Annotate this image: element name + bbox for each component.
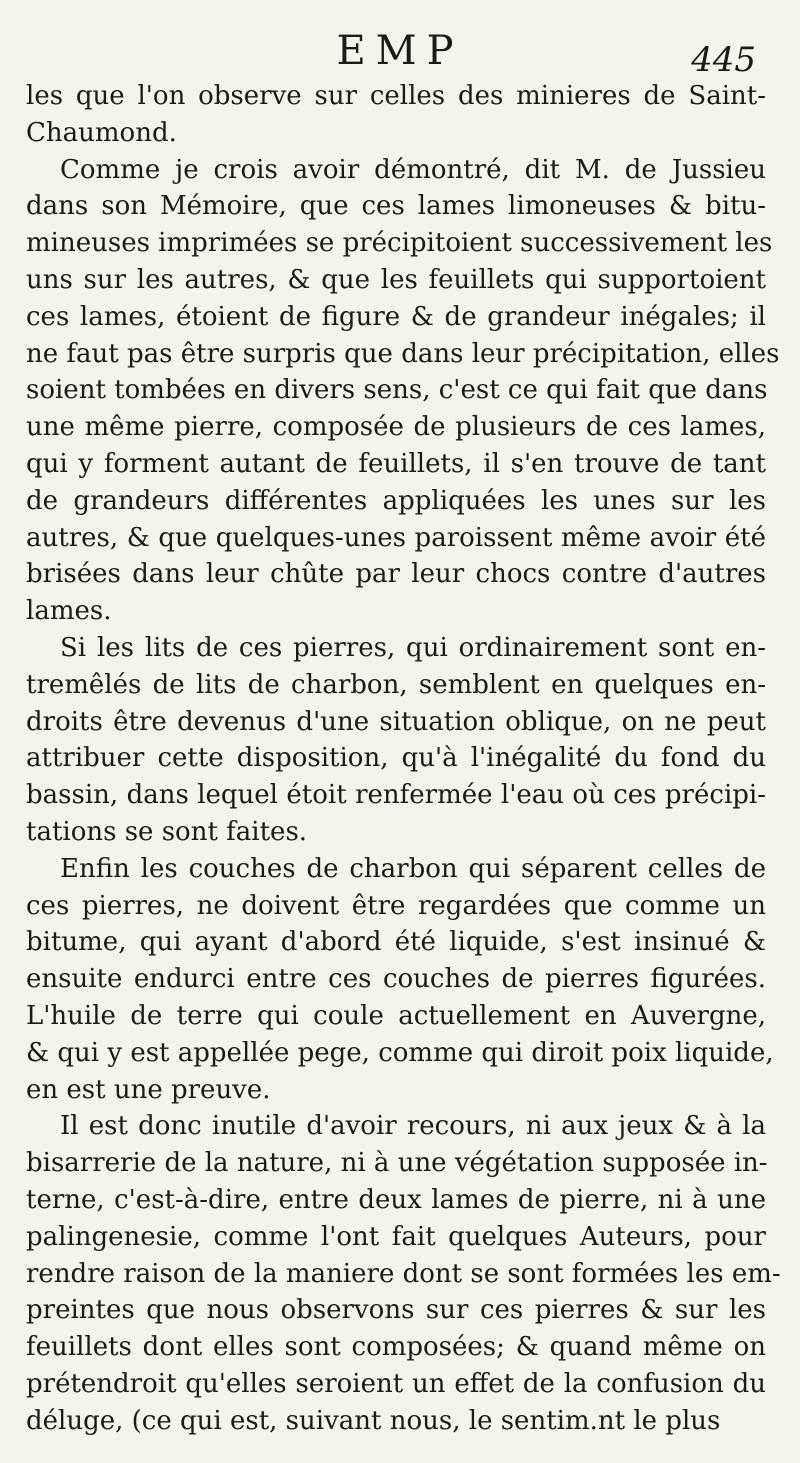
text-line: une même pierre, composée de plusieurs de ces lames, — [26, 412, 766, 443]
text-line: Enfin les couches de charbon qui séparent celles de — [60, 853, 766, 884]
running-head: EMP — [336, 28, 464, 74]
paragraph — [26, 1108, 781, 1439]
text-line: ne faut pas être surpris que dans leur précipitation, elles — [26, 338, 780, 369]
text-line: bisarrerie de la nature, ni à une végétation supposée in- — [26, 1148, 768, 1179]
text-line: tremêlés de lits de charbon, semblent en quelques en- — [26, 669, 766, 700]
text-line: feuillets dont elles sont composées; & quand même on — [26, 1332, 766, 1363]
paragraph — [26, 152, 780, 630]
text-line: soient tombées en divers sens, c'est ce qui fait que dans — [26, 375, 768, 406]
text-line: uns sur les autres, & que les feuillets qui supportoient — [26, 264, 766, 295]
text-line: déluge, (ce qui est, suivant nous, le sentim.nt le plus — [26, 1405, 721, 1436]
text-line: terne, c'est-à-dire, entre deux lames de pierre, ni à une — [26, 1184, 766, 1215]
text-line: bitume, qui ayant d'abord été liquide, s'est insinué & — [26, 927, 766, 958]
text-line: Si les lits de ces pierres, qui ordinairement sont en- — [60, 632, 766, 663]
text-line: prétendroit qu'elles seroient un effet de la confusion du — [26, 1368, 766, 1399]
paragraph — [26, 851, 774, 1109]
text-line: droits être devenus d'une situation oblique, on ne peut — [26, 706, 766, 737]
text-line: bassin, dans lequel étoit renfermée l'eau où ces précipi- — [26, 780, 766, 811]
text-line: palingenesie, comme l'ont fait quelques Auteurs, pour — [26, 1221, 766, 1252]
page-number: 445 — [691, 40, 756, 80]
text-line: ensuite endurci entre ces couches de pierres figurées. — [26, 964, 766, 995]
text-line: de grandeurs différentes appliquées les unes sur les — [26, 485, 766, 516]
text-line: preintes que nous observons sur ces pierres & sur les — [26, 1295, 766, 1326]
text-line: lames. — [26, 596, 112, 627]
text-line: autres, & que quelques-unes paroissent même avoir été — [26, 522, 766, 553]
text-line: les que l'on observe sur celles des minieres de Saint- — [26, 81, 766, 111]
text-line: Il est donc inutile d'avoir recours, ni aux jeux & à la — [60, 1111, 766, 1142]
text-line: Comme je crois avoir démontré, dit M. de Jussieu — [60, 154, 766, 185]
text-line: attribuer cette disposition, qu'à l'inégalité du fond du — [26, 743, 766, 774]
text-line: & qui y est appellée pege, comme qui diroit poix liquide, — [26, 1037, 774, 1068]
text-line: L'huile de terre qui coule actuellement en Auvergne, — [26, 1000, 766, 1031]
text-line: tations se sont faites. — [26, 816, 308, 847]
paragraph — [26, 630, 766, 851]
text-line: dans son Mémoire, que ces lames limoneuses & bitu- — [26, 191, 766, 222]
text-line: mineuses imprimées se précipitoient successivement les — [26, 228, 773, 259]
text-line: en est une preuve. — [26, 1074, 271, 1105]
text-line: rendre raison de la maniere dont se sont formées les em- — [26, 1258, 781, 1289]
text-line: ces pierres, ne doivent être regardées que comme un — [26, 890, 766, 921]
text-line: qui y forment autant de feuillets, il s'en trouve de tant — [26, 448, 766, 479]
text-line: brisées dans leur chûte par leur chocs contre d'autres — [26, 559, 766, 590]
paragraph — [26, 78, 766, 152]
text-line: Chaumond. — [26, 117, 177, 148]
text-line: ces lames, étoient de figure & de grandeur inégales; il — [26, 301, 766, 332]
body-text — [26, 78, 781, 1439]
